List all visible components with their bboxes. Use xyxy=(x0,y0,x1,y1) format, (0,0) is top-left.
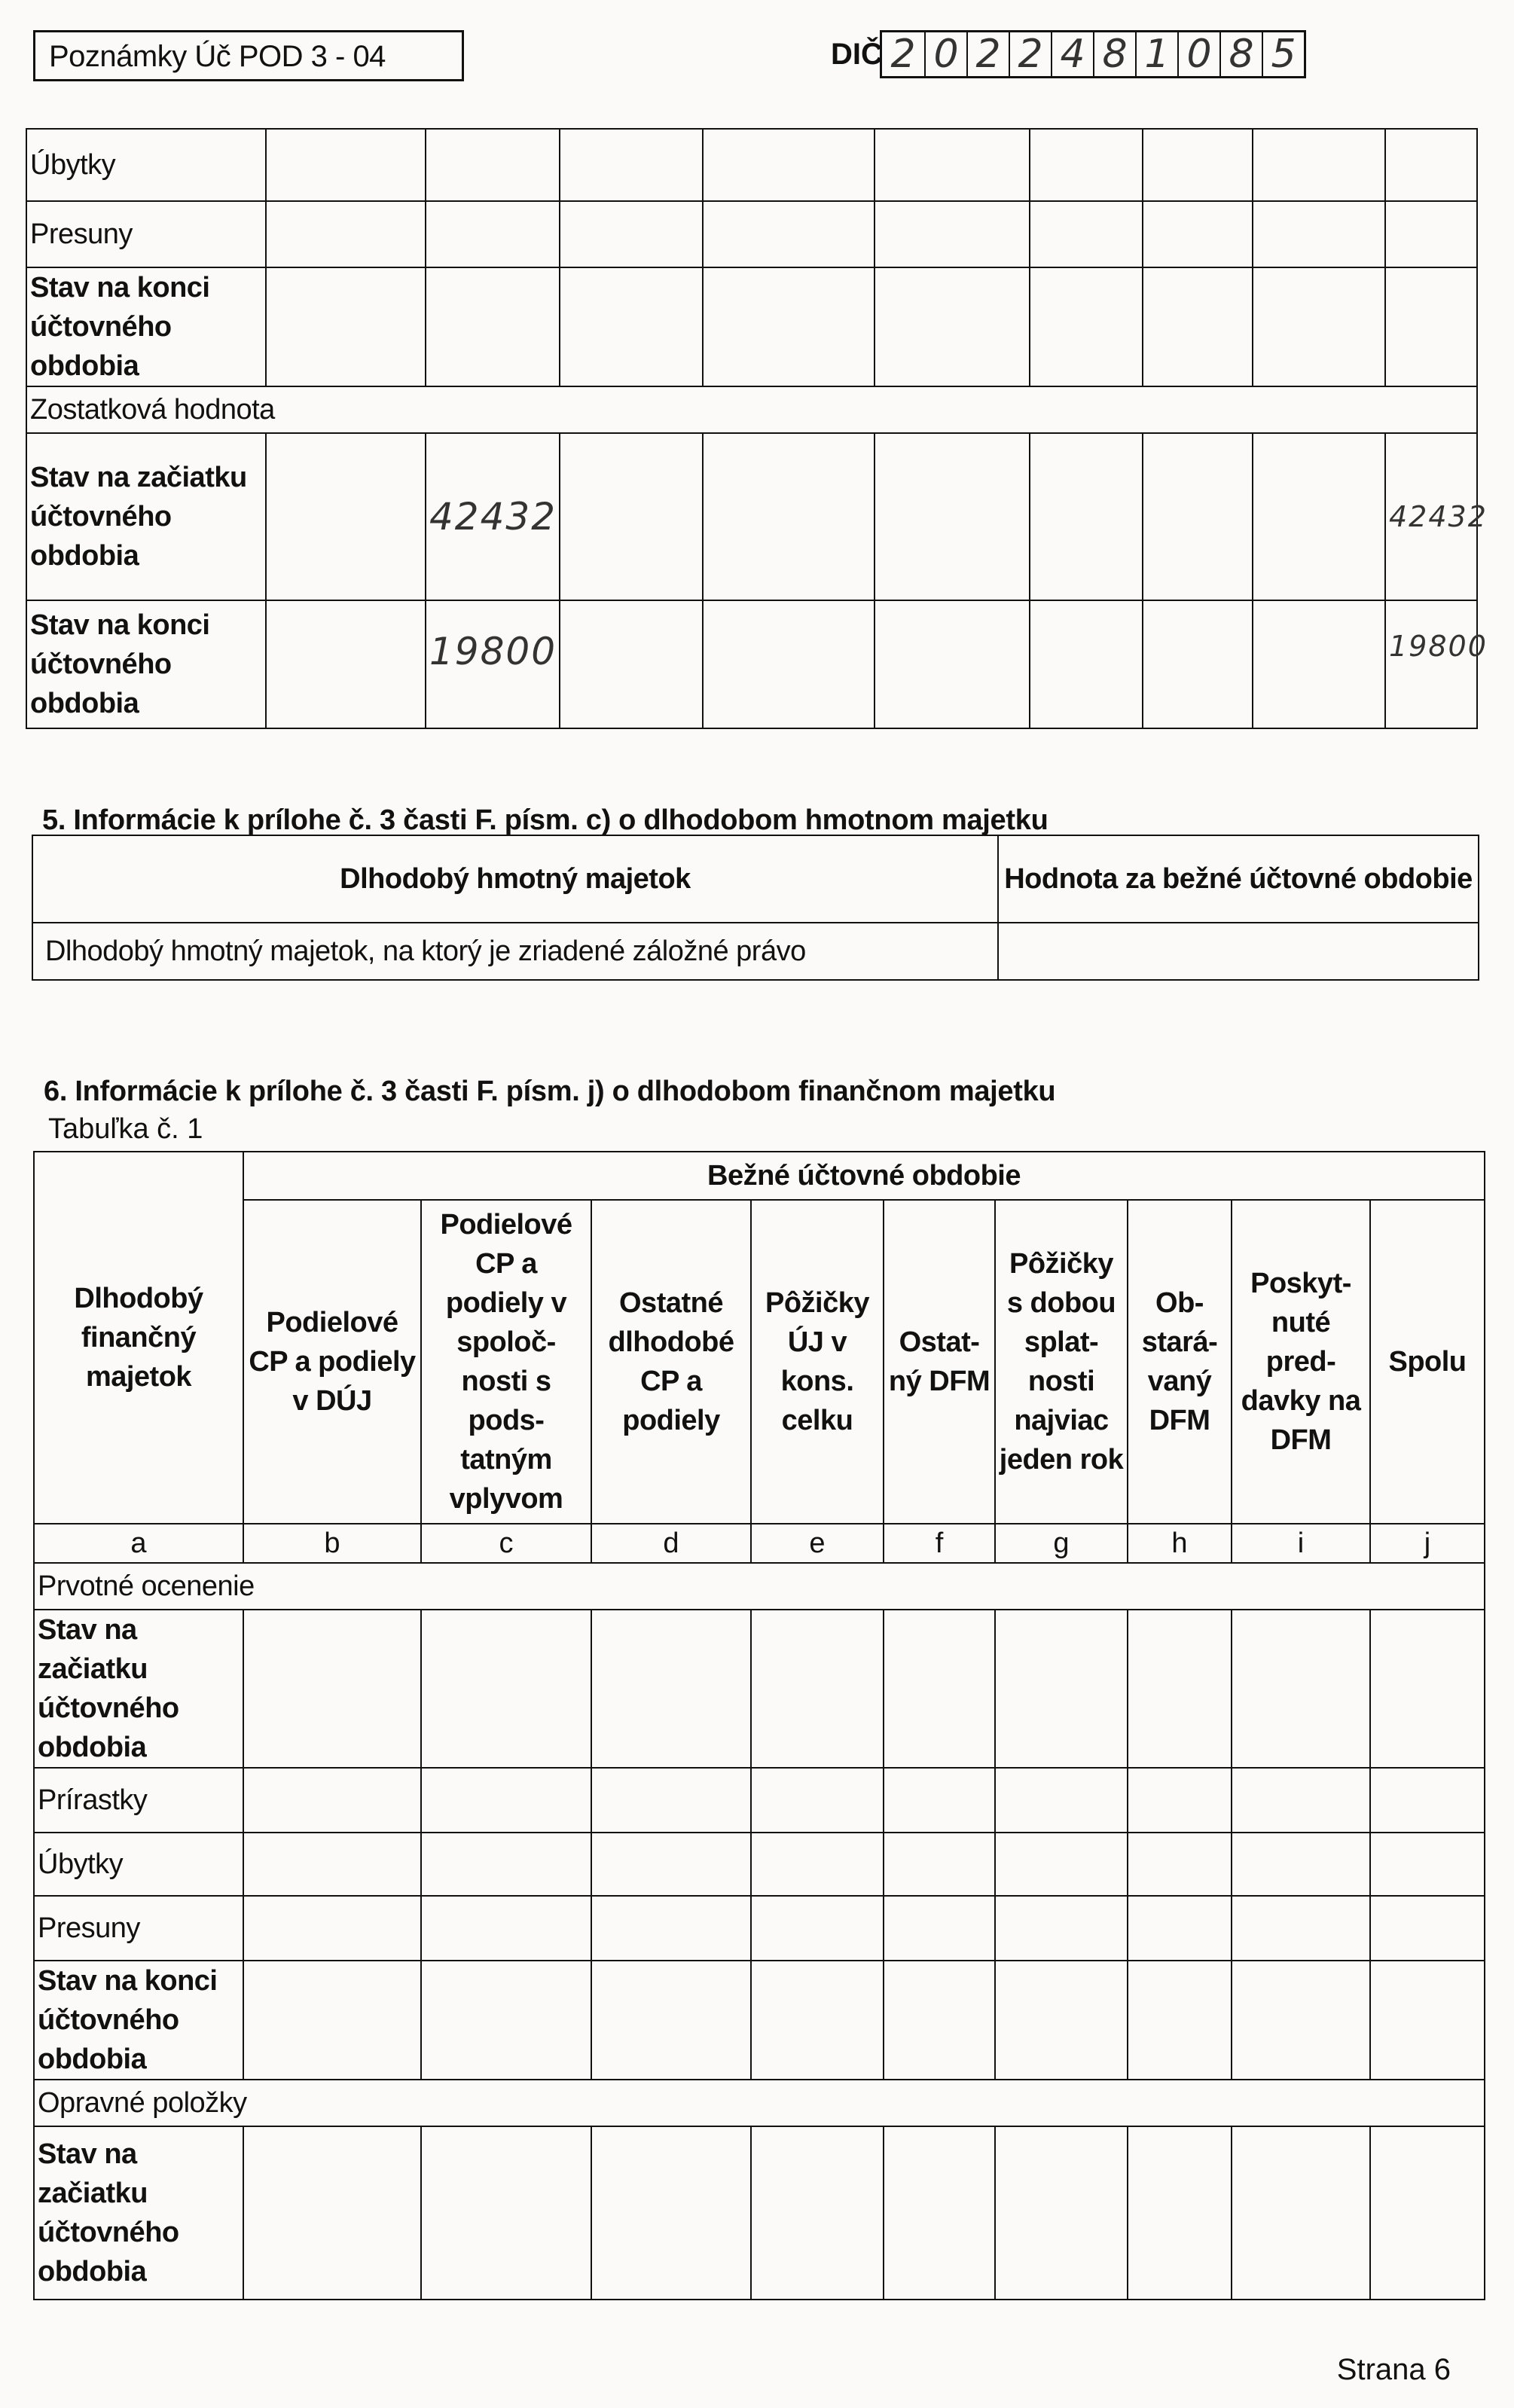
row-label: Úbytky xyxy=(26,129,266,201)
cell xyxy=(1232,2126,1370,2300)
section-row xyxy=(26,386,1477,433)
cell xyxy=(1030,201,1143,267)
cell xyxy=(266,267,426,386)
cell xyxy=(560,201,703,267)
cell xyxy=(1385,267,1477,386)
cell xyxy=(995,1896,1128,1961)
cell xyxy=(1370,1833,1485,1896)
cell xyxy=(1030,600,1143,728)
cell xyxy=(875,267,1030,386)
cell xyxy=(243,1961,421,2080)
cell xyxy=(875,433,1030,600)
dic-digit: 2 xyxy=(1009,32,1051,76)
section-row xyxy=(34,1563,1485,1610)
cell xyxy=(1143,267,1253,386)
column-header: Pôžičky ÚJ v kons. celku xyxy=(751,1200,884,1524)
cell xyxy=(1385,129,1477,201)
table-row xyxy=(26,433,1477,600)
cell xyxy=(560,129,703,201)
dic-digit: 0 xyxy=(924,32,966,76)
row-label: Stav na konci účtovného obdobia xyxy=(34,1961,243,2080)
dic-label: DIČ xyxy=(831,38,883,71)
column-letter: a xyxy=(34,1524,243,1563)
column-letter: d xyxy=(591,1524,751,1563)
table-row xyxy=(32,923,1479,980)
row-label: Úbytky xyxy=(34,1833,243,1896)
cell xyxy=(703,267,875,386)
cell xyxy=(1232,1768,1370,1833)
cell xyxy=(995,1961,1128,2080)
cell xyxy=(1128,2126,1232,2300)
cell xyxy=(884,1961,995,2080)
cell xyxy=(875,201,1030,267)
cell xyxy=(421,1961,591,2080)
cell xyxy=(426,129,560,201)
cell xyxy=(1128,1896,1232,1961)
dic-digit: 4 xyxy=(1051,32,1093,76)
row-label: Presuny xyxy=(34,1896,243,1961)
cell xyxy=(591,1961,751,2080)
table-row xyxy=(34,1768,1485,1833)
dic-field xyxy=(880,30,1306,78)
cell xyxy=(884,1833,995,1896)
table-row xyxy=(26,201,1477,267)
row-label: Stav na začiatku účtovného obdobia xyxy=(34,1610,243,1768)
section5-heading: 5. Informácie k prílohe č. 3 časti F. písm. c) o dlhodobom hmotnom majetku xyxy=(42,804,1049,836)
cell xyxy=(884,2126,995,2300)
cell xyxy=(1030,433,1143,600)
cell xyxy=(560,433,703,600)
cell xyxy=(1128,1961,1232,2080)
cell xyxy=(751,1961,884,2080)
table-row xyxy=(26,129,1477,201)
column-letter: f xyxy=(884,1524,995,1563)
cell xyxy=(1370,2126,1485,2300)
cell xyxy=(1030,267,1143,386)
cell xyxy=(1143,201,1253,267)
cell xyxy=(266,600,426,728)
column-header: Podielové CP a podiely v DÚJ xyxy=(243,1200,421,1524)
column-letter: j xyxy=(1370,1524,1485,1563)
section6-heading: 6. Informácie k prílohe č. 3 časti F. písm. j) o dlhodobom finančnom majetku xyxy=(44,1076,1056,1107)
cell xyxy=(751,1896,884,1961)
cell xyxy=(751,1610,884,1768)
cell xyxy=(243,1768,421,1833)
form-id-box xyxy=(33,30,464,81)
top-table xyxy=(26,128,1488,729)
row-label: Stav na konci účtovného obdobia xyxy=(26,267,266,386)
cell xyxy=(751,2126,884,2300)
dic-digit: 1 xyxy=(1135,32,1177,76)
form-id: Poznámky Úč POD 3 - 04 xyxy=(49,40,386,73)
table-row xyxy=(34,1610,1485,1768)
cell xyxy=(426,201,560,267)
dic-digit: 2 xyxy=(890,32,916,77)
table-row xyxy=(34,1961,1485,2080)
cell xyxy=(266,433,426,600)
cell xyxy=(703,433,875,600)
cell xyxy=(421,2126,591,2300)
cell xyxy=(591,2126,751,2300)
cell xyxy=(875,600,1030,728)
section-label: Prvotné ocenenie xyxy=(34,1563,1485,1610)
section-label: Zostatková hodnota xyxy=(26,386,1477,433)
row-label: Stav na začiatku účtovného obdobia xyxy=(26,433,266,600)
row-label: Dlhodobý hmotný majetok, na ktorý je zriadené záložné právo xyxy=(32,923,998,980)
column-letter: g xyxy=(995,1524,1128,1563)
dic-digit: 0 xyxy=(1177,32,1219,76)
cell xyxy=(1232,1896,1370,1961)
table-header-row xyxy=(34,1200,1485,1524)
column-letter: h xyxy=(1128,1524,1232,1563)
cell xyxy=(591,1833,751,1896)
cell xyxy=(1253,129,1385,201)
column-letter: e xyxy=(751,1524,884,1563)
cell xyxy=(421,1610,591,1768)
dic-digit: 8 xyxy=(1093,32,1135,76)
cell xyxy=(1030,129,1143,201)
cell xyxy=(243,2126,421,2300)
table-row xyxy=(26,600,1477,728)
column-header: Pôžičky s dobou splat- nosti najviac jeden rok xyxy=(995,1200,1128,1524)
cell xyxy=(884,1768,995,1833)
cell xyxy=(591,1768,751,1833)
column-header: Dlhodobý hmotný majetok xyxy=(32,835,998,923)
dic-digit: 8 xyxy=(1219,32,1262,76)
cell xyxy=(703,600,875,728)
cell xyxy=(243,1896,421,1961)
cell xyxy=(426,267,560,386)
cell xyxy=(751,1833,884,1896)
cell xyxy=(421,1896,591,1961)
table-header-row xyxy=(32,835,1479,923)
cell xyxy=(1128,1833,1232,1896)
cell xyxy=(884,1610,995,1768)
cell xyxy=(1253,201,1385,267)
cell xyxy=(1370,1961,1485,2080)
cell xyxy=(703,201,875,267)
first-col-header xyxy=(34,1152,243,1524)
table-row xyxy=(26,267,1477,386)
first-col-header-text: Dlhodobý finančný majetok xyxy=(74,1283,203,1393)
section-row xyxy=(34,2080,1485,2126)
cell xyxy=(751,1768,884,1833)
cell xyxy=(1143,129,1253,201)
page-number: Strana 6 xyxy=(1336,2353,1451,2386)
dic-digit: 2 xyxy=(966,32,1009,76)
cell xyxy=(884,1896,995,1961)
table-header-row xyxy=(34,1152,1485,1200)
cell xyxy=(560,267,703,386)
cell xyxy=(1385,201,1477,267)
cell xyxy=(1370,1896,1485,1961)
cell xyxy=(995,1610,1128,1768)
cell xyxy=(591,1896,751,1961)
cell xyxy=(995,1833,1128,1896)
cell xyxy=(1143,600,1253,728)
cell xyxy=(266,129,426,201)
row-label: Presuny xyxy=(26,201,266,267)
section-label: Opravné položky xyxy=(34,2080,1485,2126)
letters-row xyxy=(34,1524,1485,1563)
column-header: Hodnota za bežné účtovné obdobie xyxy=(998,835,1479,923)
cell xyxy=(591,1610,751,1768)
column-header: Spolu xyxy=(1370,1200,1485,1524)
cell xyxy=(243,1833,421,1896)
cell xyxy=(1370,1610,1485,1768)
cell xyxy=(995,1768,1128,1833)
group-header: Bežné účtovné obdobie xyxy=(243,1152,1485,1200)
cell xyxy=(875,129,1030,201)
cell xyxy=(1128,1610,1232,1768)
table-row xyxy=(34,1833,1485,1896)
cell xyxy=(1232,1610,1370,1768)
table-row xyxy=(34,1896,1485,1961)
table-row xyxy=(34,2126,1485,2300)
value-cell xyxy=(998,923,1479,980)
cell xyxy=(703,129,875,201)
section6-table xyxy=(33,1151,1485,2300)
cell xyxy=(560,600,703,728)
row-label: Stav na začiatku účtovného obdobia xyxy=(34,2126,243,2300)
cell xyxy=(1143,433,1253,600)
cell xyxy=(1232,1961,1370,2080)
dic-digit: 5 xyxy=(1262,32,1304,76)
handwritten-value: 42432 xyxy=(1385,433,1477,600)
cell xyxy=(421,1768,591,1833)
column-header: Poskyt- nuté pred- davky na DFM xyxy=(1232,1200,1370,1524)
column-header: Ostat- ný DFM xyxy=(884,1200,995,1524)
cell xyxy=(1370,1768,1485,1833)
cell xyxy=(995,2126,1128,2300)
section5-table xyxy=(32,835,1479,981)
column-letter: c xyxy=(421,1524,591,1563)
cell xyxy=(1232,1833,1370,1896)
column-letter: b xyxy=(243,1524,421,1563)
column-header: Ob- stará- vaný DFM xyxy=(1128,1200,1232,1524)
column-letter: i xyxy=(1232,1524,1370,1563)
cell xyxy=(421,1833,591,1896)
cell xyxy=(1253,600,1385,728)
cell xyxy=(1253,267,1385,386)
handwritten-value: 42432 xyxy=(426,433,560,600)
column-header: Ostatné dlhodobé CP a podiely xyxy=(591,1200,751,1524)
table-label: Tabuľka č. 1 xyxy=(48,1113,203,1145)
cell xyxy=(243,1610,421,1768)
cell xyxy=(1253,433,1385,600)
row-label: Stav na konci účtovného obdobia xyxy=(26,600,266,728)
cell xyxy=(266,201,426,267)
column-header: Podielové CP a podiely v spoloč- nosti s pods- tatným vplyvom xyxy=(421,1200,591,1524)
cell xyxy=(1128,1768,1232,1833)
handwritten-value: 19800 xyxy=(1385,600,1477,728)
handwritten-value: 19800 xyxy=(426,600,560,728)
row-label: Prírastky xyxy=(34,1768,243,1833)
